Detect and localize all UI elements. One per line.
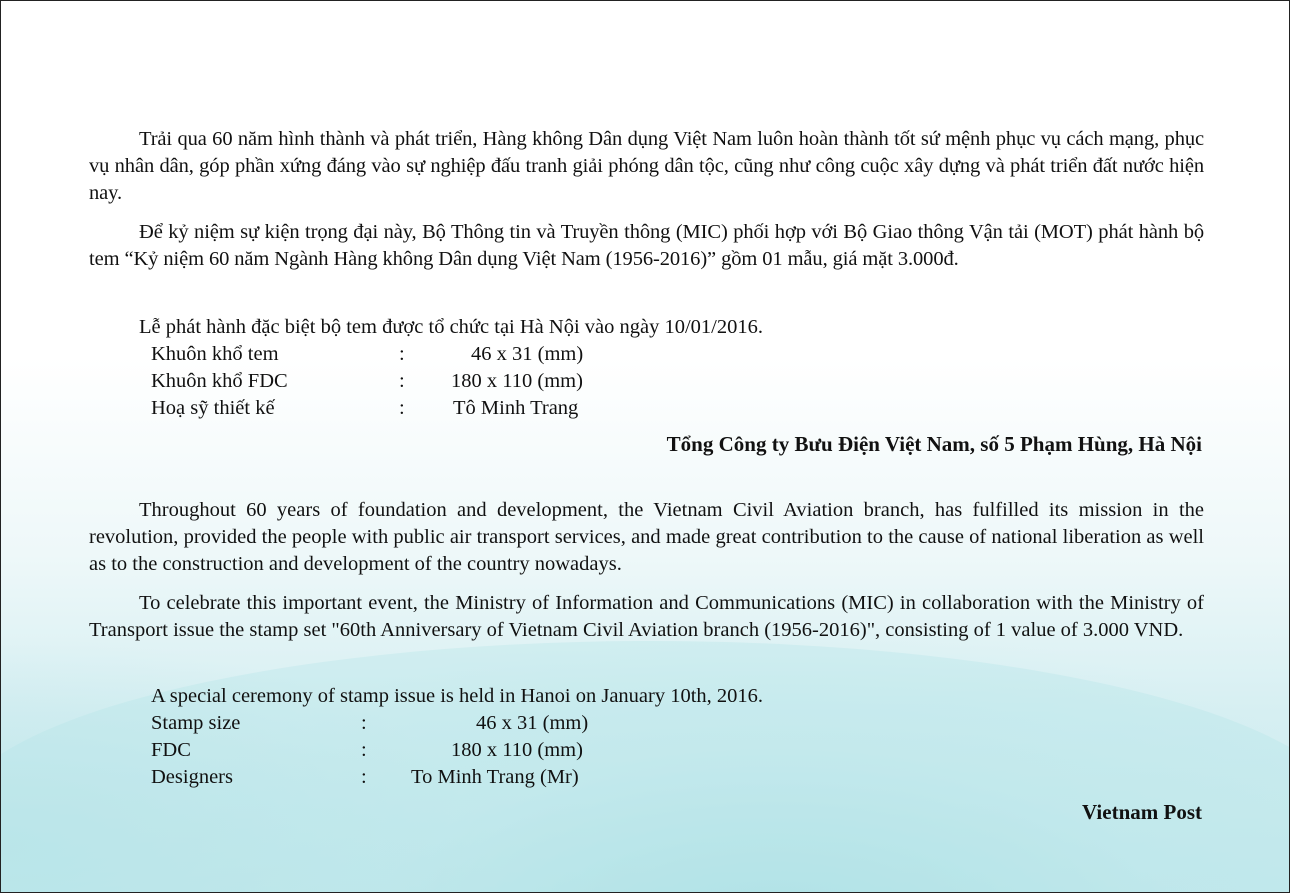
en-paragraph-2: To celebrate this important event, the Ministry of Information and Communications (MIC) in collaboration with the Ministry of Transport issue the stamp set "60th Anniversary of Vietnam Civil Aviation branch (1956-2016)", consisting of 1 value of 3.000 VND. xyxy=(89,592,1204,641)
vi-spec-label: Hoạ sỹ thiết kế xyxy=(151,397,275,419)
vi-paragraph-2: Để kỷ niệm sự kiện trọng đại này, Bộ Thông tin và Truyền thông (MIC) phối hợp với Bộ Giao thông Vận tải (MOT) phát hành bộ tem “Kỷ niệm 60 năm Ngành Hàng không Dân dụng Việt Nam (1956-2016)” gồm 01 mẫu, giá mặt 3.000đ. xyxy=(89,221,1204,270)
vi-spec-label: Khuôn khổ tem xyxy=(151,343,279,365)
en-spec-value: To Minh Trang (Mr) xyxy=(411,766,579,788)
en-spec-sep: : xyxy=(361,739,367,761)
vi-spec-sep: : xyxy=(399,370,405,392)
vi-spec-value: 180 x 110 (mm) xyxy=(451,370,583,392)
vi-spec-value: Tô Minh Trang xyxy=(453,397,579,419)
en-spec-sep: : xyxy=(361,766,367,788)
en-spec-label: FDC xyxy=(151,739,191,761)
en-signature: Vietnam Post xyxy=(1082,800,1202,824)
vi-paragraph-1: Trải qua 60 năm hình thành và phát triển, Hàng không Dân dụng Việt Nam luôn hoàn thành tốt sứ mệnh phục vụ cách mạng, phục vụ nhân dân, góp phần xứng đáng vào sự nghiệp đấu tranh giải phóng dân tộc, cũng như công cuộc xây dựng và phát triển đất nước hiện nay. xyxy=(89,128,1204,204)
en-spec-value: 46 x 31 (mm) xyxy=(476,712,589,734)
vi-spec-value: 46 x 31 (mm) xyxy=(471,343,584,365)
en-spec-label: Stamp size xyxy=(151,712,241,734)
en-issue-line: A special ceremony of stamp issue is held in Hanoi on January 10th, 2016. xyxy=(151,685,764,707)
en-spec-value: 180 x 110 (mm) xyxy=(451,739,583,761)
vi-signature: Tổng Công ty Bưu Điện Việt Nam, số 5 Phạm Hùng, Hà Nội xyxy=(666,432,1202,456)
vi-spec-sep: : xyxy=(399,343,405,365)
vi-spec-label: Khuôn khổ FDC xyxy=(151,370,288,392)
en-paragraph-1: Throughout 60 years of foundation and development, the Vietnam Civil Aviation branch, has fulfilled its mission in the revolution, provided the people with public air transport services, and made great contribution to the cause of national liberation as well as to the construction and development of the country nowadays. xyxy=(89,499,1204,575)
en-spec-label: Designers xyxy=(151,766,233,788)
en-spec-sep: : xyxy=(361,712,367,734)
vi-spec-sep: : xyxy=(399,397,405,419)
vi-issue-line: Lễ phát hành đặc biệt bộ tem được tổ chức tại Hà Nội vào ngày 10/01/2016. xyxy=(139,316,763,338)
